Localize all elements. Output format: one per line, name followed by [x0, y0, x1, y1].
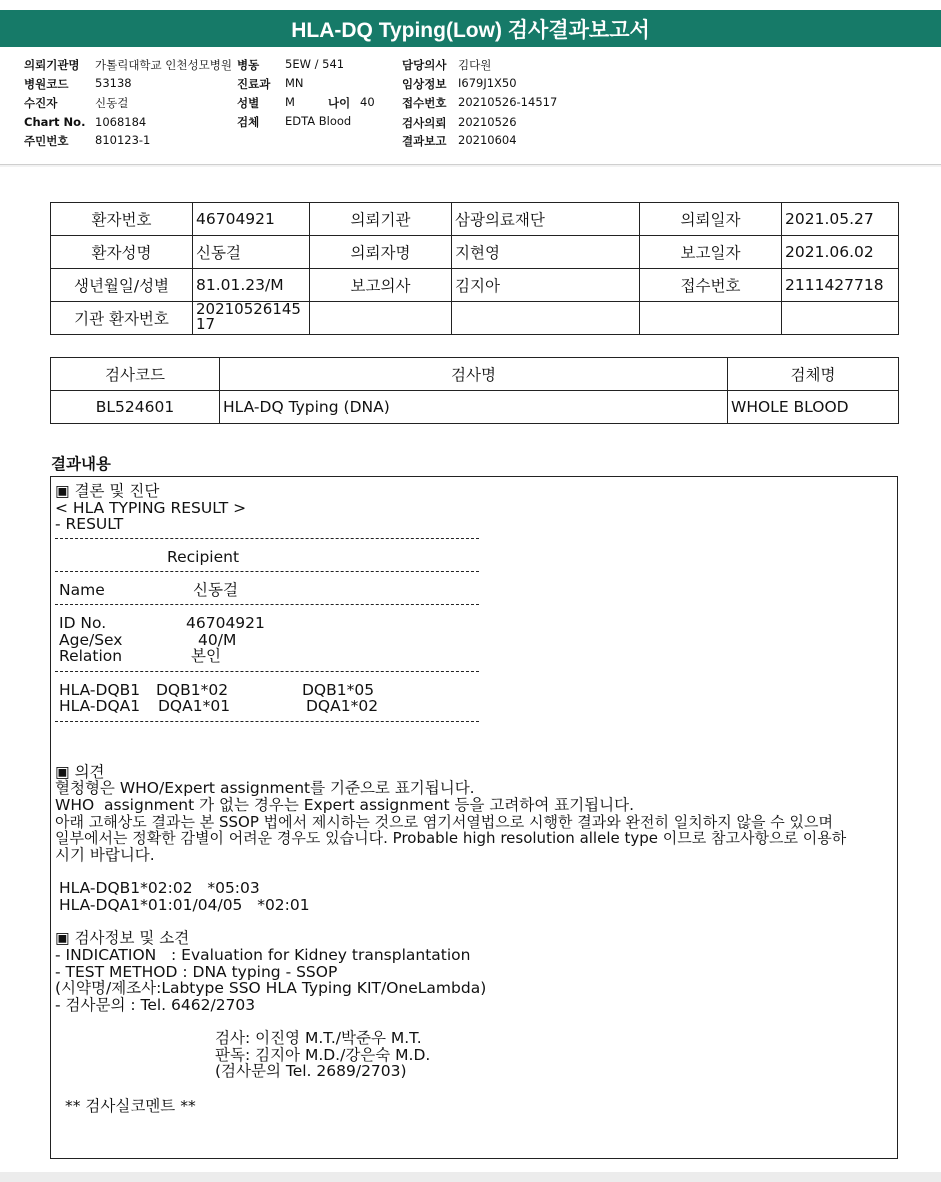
id-label: ID No.	[59, 614, 107, 632]
opinion-line: 시기 바랍니다.	[55, 846, 155, 864]
dashed-divider	[55, 538, 479, 539]
patient-id-label: 환자번호	[51, 203, 193, 236]
opinion-line: 아래 고해상도 결과는 본 SSOP 법에서 제시하는 것으로 염기서열법으로 시행한 결과와 완전히 일치하지 않을 수 있으며	[55, 813, 833, 831]
patient-name-label: 환자성명	[51, 236, 193, 269]
age-sex-value: 40/M	[198, 631, 237, 649]
table-row	[51, 269, 899, 302]
header-label-ward: 병동	[237, 58, 260, 72]
dqa1-label: HLA-DQA1	[59, 697, 141, 715]
reporting-doctor-label: 보고의사	[310, 269, 452, 302]
opinion-heading: ▣ 의견	[55, 763, 105, 781]
test-name-header: 검사명	[220, 358, 728, 391]
header-value-department: MN	[285, 76, 304, 90]
header-value-requesting-org: 가톨릭대학교 인천성모병원	[95, 58, 232, 72]
test-info-line: - TEST METHOD : DNA typing - SSOP	[55, 963, 338, 981]
header-label-specimen: 검체	[237, 115, 260, 129]
header-value-patient: 신동걸	[95, 96, 129, 110]
header-label-age: 나이	[328, 96, 351, 110]
empty-cell	[452, 302, 640, 335]
patient-id-value: 46704921	[193, 203, 310, 236]
test-info-line: - INDICATION : Evaluation for Kidney transplantation	[55, 946, 471, 964]
header-label-chart-no: Chart No.	[24, 115, 86, 129]
table-row	[51, 391, 899, 424]
header-label-doctor: 담당의사	[402, 58, 447, 72]
report-title: HLA-DQ Typing(Low) 검사결과보고서	[0, 10, 941, 47]
header-label-sex: 성별	[237, 96, 260, 110]
test-code-header: 검사코드	[51, 358, 220, 391]
table-row	[51, 358, 899, 391]
hires-dqa1: HLA-DQA1*01:01/04/05 *02:01	[59, 896, 310, 914]
dqb1-allele-1: DQB1*02	[156, 681, 229, 699]
header-label-hospital-code: 병원코드	[24, 77, 69, 91]
org-patient-number-label: 기관 환자번호	[51, 302, 193, 335]
header-value-resident-no: 810123-1	[95, 133, 151, 147]
specimen-name-value: WHOLE BLOOD	[728, 391, 899, 424]
header-value-ward: 5EW / 541	[285, 57, 345, 71]
header-label-patient: 수진자	[24, 96, 58, 110]
id-value: 46704921	[186, 614, 265, 632]
result-section-title: 결과내용	[51, 455, 111, 473]
name-label: Name	[59, 581, 105, 599]
birth-sex-label: 생년월일/성별	[51, 269, 193, 302]
test-info-heading: ▣ 검사정보 및 소견	[55, 929, 190, 947]
receipt-number-value: 2111427718	[782, 269, 899, 302]
opinion-line: 혈청형은 WHO/Expert assignment를 기준으로 표기됩니다.	[55, 779, 475, 797]
dashed-divider	[55, 721, 479, 722]
request-date-value: 2021.05.27	[782, 203, 899, 236]
specimen-name-header: 검체명	[728, 358, 899, 391]
requesting-org-value: 삼광의료재단	[452, 203, 640, 236]
patient-info-table	[50, 202, 899, 335]
empty-cell	[640, 302, 782, 335]
dqa1-allele-1: DQA1*01	[158, 697, 231, 715]
dqb1-allele-2: DQB1*05	[302, 681, 375, 699]
requesting-org-label: 의뢰기관	[310, 203, 452, 236]
dashed-divider	[55, 671, 479, 672]
header-value-receipt-no: 20210526-14517	[458, 95, 558, 109]
header-value-doctor: 김다원	[458, 58, 492, 72]
header-label-resident-no: 주민번호	[24, 134, 69, 148]
header-label-requesting-org: 의뢰기관명	[24, 58, 80, 72]
patient-name-value: 신동걸	[193, 236, 310, 269]
test-info-line: (시약명/제조사:Labtype SSO HLA Typing KIT/OneLambda)	[55, 979, 487, 997]
requester-value: 지현영	[452, 236, 640, 269]
relation-value: 본인	[191, 647, 221, 665]
request-date-label: 의뢰일자	[640, 203, 782, 236]
relation-label: Relation	[59, 647, 123, 665]
dqb1-label: HLA-DQB1	[59, 681, 141, 699]
header-divider-shadow	[0, 165, 941, 167]
table-row	[51, 302, 899, 335]
header-value-result-report: 20210604	[458, 133, 517, 147]
dashed-divider	[55, 571, 479, 572]
header-label-test-request: 검사의뢰	[402, 116, 447, 130]
empty-cell	[310, 302, 452, 335]
signature-line: 검사: 이진영 M.T./박준우 M.T.	[215, 1029, 422, 1047]
dqa1-allele-2: DQA1*02	[306, 697, 379, 715]
receipt-number-label: 접수번호	[640, 269, 782, 302]
header-value-chart-no: 1068184	[95, 115, 147, 129]
header-label-result-report: 결과보고	[402, 134, 447, 148]
birth-sex-value: 81.01.23/M	[193, 269, 310, 302]
header-label-receipt-no: 접수번호	[402, 96, 447, 110]
report-header	[0, 54, 941, 164]
opinion-line: WHO assignment 가 없는 경우는 Expert assignment 등을 고려하여 표기됩니다.	[55, 796, 635, 814]
header-value-sex: M	[285, 95, 295, 109]
header-label-department: 진료과	[237, 77, 271, 91]
signature-line: (검사문의 Tel. 2689/2703)	[215, 1062, 407, 1080]
org-patient-number-value: 20210526145 17	[193, 302, 310, 335]
conclusion-heading: ▣ 결론 및 진단	[55, 482, 160, 500]
age-sex-label: Age/Sex	[59, 631, 123, 649]
header-value-clinical-info: I679J1X50	[458, 76, 517, 90]
name-value: 신동걸	[193, 581, 238, 599]
result-content-box	[50, 476, 898, 1159]
header-label-clinical-info: 임상정보	[402, 77, 447, 91]
header-value-age: 40	[360, 95, 375, 109]
report-date-label: 보고일자	[640, 236, 782, 269]
header-value-specimen: EDTA Blood	[285, 114, 352, 128]
test-name-value: HLA-DQ Typing (DNA)	[220, 391, 728, 424]
empty-cell	[782, 302, 899, 335]
signature-line: 판독: 김지아 M.D./강은숙 M.D.	[215, 1046, 431, 1064]
result-label: - RESULT	[55, 515, 124, 533]
reporting-doctor-value: 김지아	[452, 269, 640, 302]
requester-label: 의뢰자명	[310, 236, 452, 269]
header-value-hospital-code: 53138	[95, 76, 132, 90]
lab-comment-heading: ** 검사실코멘트 **	[65, 1097, 196, 1115]
header-value-test-request: 20210526	[458, 115, 517, 129]
report-date-value: 2021.06.02	[782, 236, 899, 269]
hires-dqb1: HLA-DQB1*02:02 *05:03	[59, 879, 260, 897]
footer-bar	[0, 1172, 941, 1182]
recipient-heading: Recipient	[167, 548, 240, 566]
test-code-value: BL524601	[51, 391, 220, 424]
table-row	[51, 203, 899, 236]
dashed-divider	[55, 604, 479, 605]
table-row	[51, 236, 899, 269]
test-info-line: - 검사문의 : Tel. 6462/2703	[55, 996, 256, 1014]
opinion-line: 일부에서는 정확한 감별이 어려운 경우도 있습니다. Probable high resolution allele type 이므로 참고사항으로 이용하	[55, 829, 847, 847]
hla-typing-result-heading: < HLA TYPING RESULT >	[55, 499, 247, 517]
test-info-table	[50, 357, 899, 424]
